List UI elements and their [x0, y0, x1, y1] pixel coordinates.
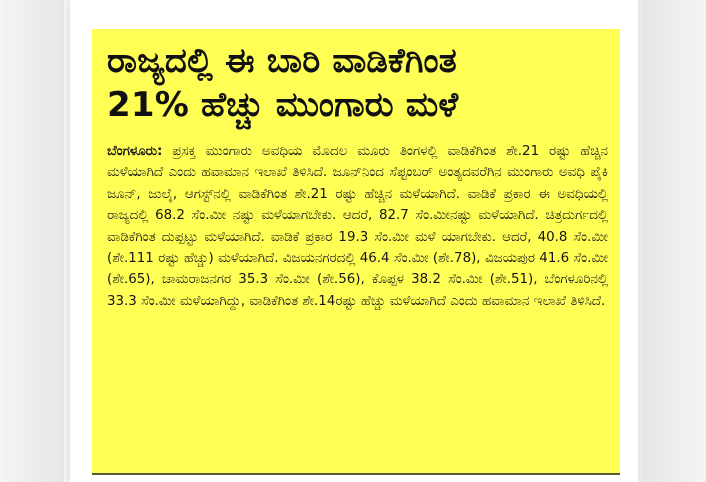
article-text: ಪ್ರಸಕ್ತ ಮುಂಗಾರು ಅವಧಿಯ ಮೊದಲ ಮೂರು ತಿಂಗಳಲ್ಲಿ ವಾಡಿಕೆಗಿಂತ ಶೇ.21 ರಷ್ಟು ಹೆಚ್ಚಿನ ಮಳೆಯಾಗಿದೆ ಎಂದು ಹವಾಮಾನ ಇಲಾಖೆ ತಿಳಿಸಿದೆ. ಜೂನ್‌ನಿಂದ ಸೆಪ್ಟಂಬರ್ ಅಂತ್ಯದವರೆಗಿನ ಮುಂಗಾರು ಅವಧಿ ಪೈಕಿ ಜೂನ್, ಜುಲೈ, ಆಗಸ್ಟ್‌ನಲ್ಲಿ ವಾಡಿಕೆಗಿಂತ ಶೇ.21 ರಷ್ಟು ಹೆಚ್ಚಿನ ಮಳೆಯಾಗಿದೆ. ವಾಡಿಕೆ ಪ್ರಕಾರ ಈ ಅವಧಿಯಲ್ಲಿ ರಾಜ್ಯದಲ್ಲಿ 68.2 ಸೆಂ.ಮೀ ನಷ್ಟು ಮಳೆಯಾಗಬೇಕು. ಆದರೆ, 82.7 ಸೆಂ.ಮೀನಷ್ಟು ಮಳೆಯಾಗಿದೆ. ಚಿತ್ರದುರ್ಗದಲ್ಲಿ ವಾಡಿಕೆಗಿಂತ ದುಪ್ಪಟ್ಟು ಮಳೆಯಾಗಿದೆ. ವಾಡಿಕೆ ಪ್ರಕಾರ 19.3 ಸೆಂ.ಮೀ ಮಳೆ ಯಾಗಬೇಕು. ಆದರೆ, 40.8 ಸೆಂ.ಮೀ (ಶೇ.111 ರಷ್ಟು ಹೆಚ್ಚು) ಮಳೆಯಾಗಿದೆ. ವಿಜಯನಗರದಲ್ಲಿ 46.4 ಸೆಂ.ಮೀ (ಶೇ.78), ವಿಜಯಪುರ 41.6 ಸೆಂ.ಮೀ (ಶೇ.65), ಚಾಮರಾಜನಗರ 35.3 ಸೆಂ.ಮೀ (ಶೇ.56), ಕೊಪ್ಪಳ 38.2 ಸೆಂ.ಮೀ (ಶೇ.51), ಬೆಂಗಳೂರಿನಲ್ಲಿ 33.3 ಸೆಂ.ಮೀ ಮಳೆಯಾಗಿದ್ದು, ವಾಡಿಕೆಗಿಂತ ಶೇ.14ರಷ್ಟು ಹೆಚ್ಚು ಮಳೆಯಾಗಿದೆ ಎಂದು ಹವಾಮಾನ ಇಲಾಖೆ ತಿಳಿಸಿದೆ.	[107, 144, 608, 309]
news-clipping	[92, 29, 620, 473]
left-margin	[0, 0, 64, 482]
headline-line-1: ರಾಜ್ಯದಲ್ಲಿ ಈ ಬಾರಿ ವಾಡಿಕೆಗಿಂತ	[107, 41, 457, 81]
article-body	[107, 141, 608, 312]
bottom-rule	[92, 473, 620, 475]
headline	[107, 39, 608, 127]
dateline: ಬೆಂಗಳೂರು:	[107, 144, 163, 159]
headline-line-2: 21% ಹೆಚ್ಚು ಮುಂಗಾರು ಮಳೆ	[107, 85, 459, 125]
right-margin	[642, 0, 706, 482]
